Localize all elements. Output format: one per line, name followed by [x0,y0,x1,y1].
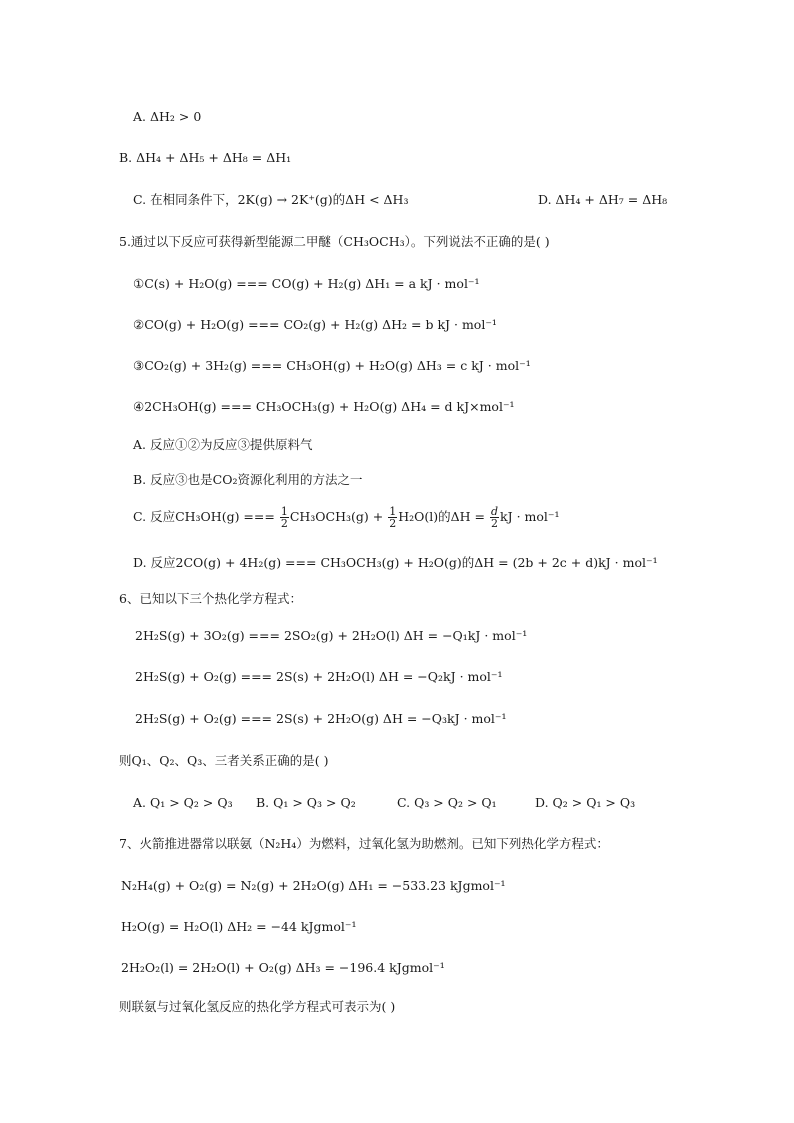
fraction-d-over-2: $\frac{d}{2}$ [490,505,499,530]
q6-option-b: B. Q₁ > Q₃ > Q₂ [256,795,356,810]
q5-option-d: D. 反应2CO(g) + 4H₂(g) === CH₃OCH₃(g) + H₂O(g)的ΔH = (2b + 2c + d)kJ · mol⁻¹ [133,555,658,570]
q5-option-c [133,506,560,529]
q6-equation-2: 2H₂S(g) + O₂(g) === 2S(s) + 2H₂O(l) ΔH = −Q₂kJ · mol⁻¹ [135,669,503,684]
q4-option-c: C. 在相同条件下，2K(g) → 2K⁺(g)的ΔH < ΔH₃ [133,192,409,207]
q5-stem: 5.通过以下反应可获得新型能源二甲醚（CH₃OCH₃）。下列说法不正确的是( ) [119,234,550,249]
q7-equation-1: N₂H₄(g) + O₂(g) = N₂(g) + 2H₂O(g) ΔH₁ = −533.23 kJgmol⁻¹ [121,878,506,893]
q4-option-d: D. ΔH₄ + ΔH₇ = ΔH₈ [538,192,668,207]
q4-option-b: B. ΔH₄ + ΔH₅ + ΔH₈ = ΔH₁ [119,150,292,165]
fraction-half: $\frac{1}{2}$ [389,505,397,530]
q6-question: 则Q₁、Q₂、Q₃、三者关系正确的是( ) [119,753,329,768]
q6-equation-1: 2H₂S(g) + 3O₂(g) === 2SO₂(g) + 2H₂O(l) ΔH = −Q₁kJ · mol⁻¹ [135,628,528,643]
q4-option-a: A. ΔH₂ > 0 [133,109,202,124]
q5-reaction-1: ①C(s) + H₂O(g) === CO(g) + H₂(g) ΔH₁ = a kJ · mol⁻¹ [133,276,480,291]
q6-equation-3: 2H₂S(g) + O₂(g) === 2S(s) + 2H₂O(g) ΔH = −Q₃kJ · mol⁻¹ [135,711,507,726]
q5-option-c-middle: CH₃OCH₃(g) + [289,509,388,524]
q6-option-c: C. Q₃ > Q₂ > Q₁ [397,795,497,810]
q5-option-c-unit: kJ · mol⁻¹ [500,509,560,524]
q5-option-b: B. 反应③也是CO₂资源化利用的方法之一 [133,472,363,487]
q6-option-a: A. Q₁ > Q₂ > Q₃ [133,795,233,810]
q6-option-d: D. Q₂ > Q₁ > Q₃ [535,795,636,810]
q5-option-a: A. 反应①②为反应③提供原料气 [133,437,313,452]
q7-equation-3: 2H₂O₂(l) = 2H₂O(l) + O₂(g) ΔH₃ = −196.4 kJgmol⁻¹ [121,960,445,975]
q7-stem: 7、火箭推进器常以联氨（N₂H₄）为燃料，过氧化氢为助燃剂。已知下列热化学方程式： [119,836,609,851]
q5-option-c-post: H₂O(l)的ΔH = [398,509,489,524]
q5-reaction-4: ④2CH₃OH(g) === CH₃OCH₃(g) + H₂O(g) ΔH₄ = d kJ×mol⁻¹ [133,399,515,414]
q7-equation-2: H₂O(g) = H₂O(l) ΔH₂ = −44 kJgmol⁻¹ [121,919,357,934]
q5-reaction-3: ③CO₂(g) + 3H₂(g) === CH₃OH(g) + H₂O(g) ΔH₃ = c kJ · mol⁻¹ [133,358,531,373]
q7-question: 则联氨与过氧化氢反应的热化学方程式可表示为( ) [119,999,396,1014]
q5-reaction-2: ②CO(g) + H₂O(g) === CO₂(g) + H₂(g) ΔH₂ = b kJ · mol⁻¹ [133,317,497,332]
q5-option-c-prefix: C. 反应CH₃OH(g) === [133,509,279,524]
q6-stem: 6、已知以下三个热化学方程式： [119,591,302,606]
fraction-half: $\frac{1}{2}$ [280,505,288,530]
